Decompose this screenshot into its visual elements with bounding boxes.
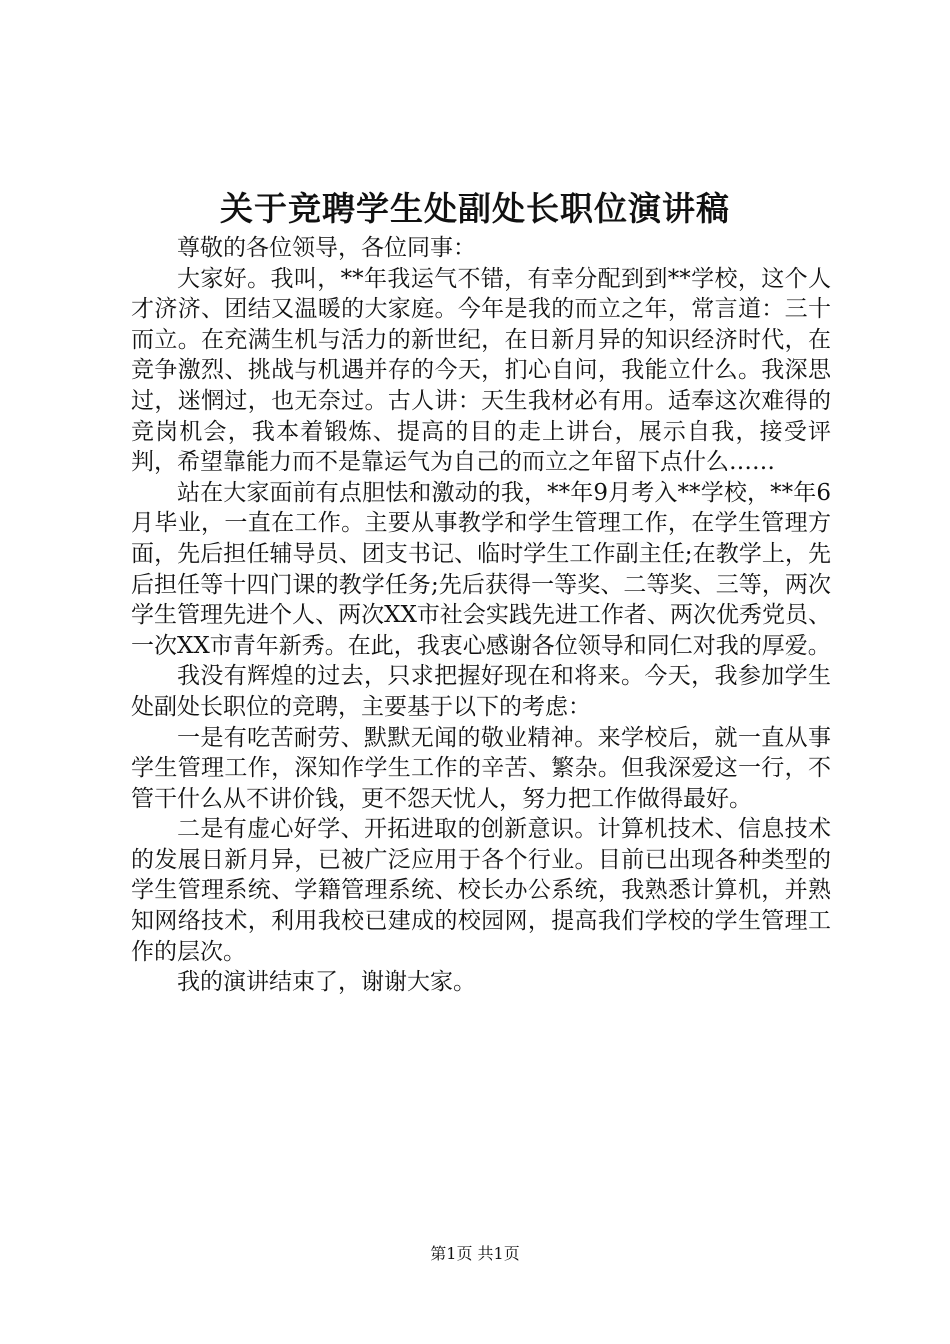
page-number-footer: 第1页 共1页: [430, 1244, 520, 1263]
document-body: [131, 233, 831, 998]
body-paragraph: 二是有虚心好学、开拓进取的创新意识。计算机技术、信息技术的发展日新月异，已被广泛应用于各个行业。目前已出现各种类型的学生管理系统、学籍管理系统、校长办公系统，我熟悉计算机，并熟知网络技术，利用我校已建成的校园网，提高我们学校的学生管理工作的层次。: [131, 816, 831, 965]
body-paragraph: 站在大家面前有点胆怯和激动的我，**年9月考入**学校，**年6月毕业，一直在工作。主要从事教学和学生管理工作，在学生管理方面，先后担任辅导员、团支书记、临时学生工作副主任;在教学上，先后担任等十四门课的教学任务;先后获得一等奖、二等奖、三等，两次学生管理先进个人、两次XX市社会实践先进工作者、两次优秀党员、一次XX市青年新秀。在此，我衷心感谢各位领导和同仁对我的厚爱。: [131, 479, 831, 659]
closing-paragraph: 我的演讲结束了，谢谢大家。: [177, 969, 476, 996]
body-paragraph: 一是有吃苦耐劳、默默无闻的敬业精神。来学校后，就一直从事学生管理工作，深知作学生工作的辛苦、繁杂。但我深爱这一行，不管干什么从不讲价钱，更不怨天忧人，努力把工作做得最好。: [131, 724, 831, 812]
salutation-paragraph: 尊敬的各位领导，各位同事：: [177, 235, 476, 261]
body-paragraph: 我没有辉煌的过去，只求把握好现在和将来。今天，我参加学生处副处长职位的竞聘，主要基于以下的考虑：: [131, 663, 831, 720]
body-paragraph: 大家好。我叫，**年我运气不错，有幸分配到到**学校，这个人才济济、团结又温暖的大家庭。今年是我的而立之年，常言道：三十而立。在充满生机与活力的新世纪，在日新月异的知识经济时代，在竞争激烈、挑战与机遇并存的今天，扪心自问，我能立什么。我深思过，迷惘过，也无奈过。古人讲：天生我材必有用。适奉这次难得的竞岗机会，我本着锻炼、提高的目的走上讲台，展示自我，接受评判，希望靠能力而不是靠运气为自己的而立之年留下点什么……: [131, 265, 831, 476]
document-title: 关于竞聘学生处副处长职位演讲稿: [220, 189, 730, 228]
